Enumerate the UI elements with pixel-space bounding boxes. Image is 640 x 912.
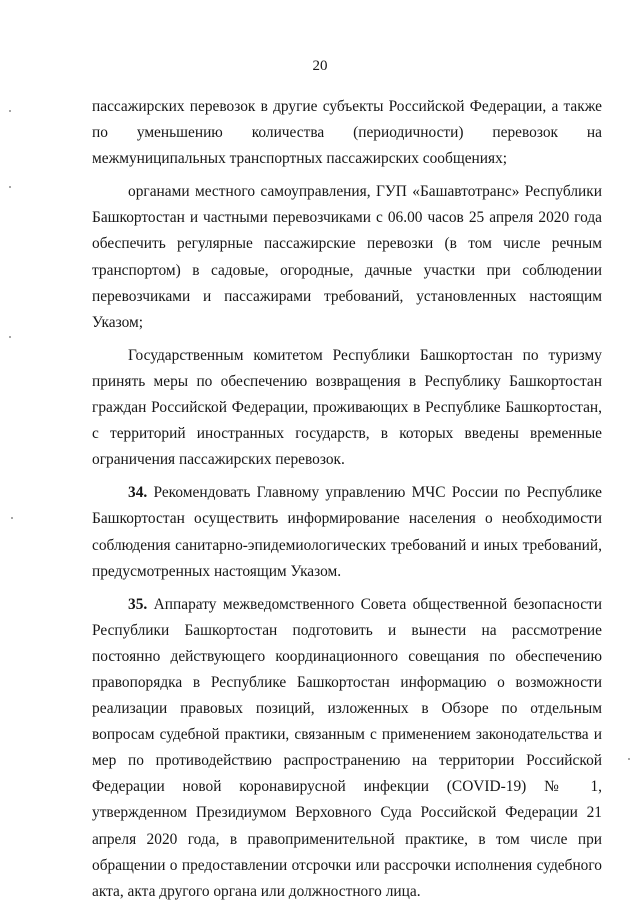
paragraph-item-35 [92, 592, 602, 905]
paragraph-local-authorities [92, 179, 602, 336]
page-number: 20 [312, 58, 328, 74]
item-number: 35. [128, 595, 148, 613]
paragraph-continuation [92, 94, 602, 172]
document-body [92, 94, 602, 912]
paragraph-text: Государственным комитетом Республики Башкортостан по туризму принять меры по обеспечению возвращения в Республику Башкортостан граждан Российской Федерации, проживающих в Республике Башкортостан, с территорий иностранных государств, в которых введены временные ограничения пассажирских перевозок. [92, 346, 602, 469]
paragraph-text: Рекомендовать Главному управлению МЧС России по Республике Башкортостан осуществить информирование населения о необходимости соблюдения санитарно-эпидемиологических требований и иных требований, предусмотренных настоящим Указом. [92, 484, 602, 580]
scan-artifact [9, 110, 11, 112]
paragraph-tourism-committee [92, 343, 602, 473]
paragraph-text: пассажирских перевозок в другие субъекты Российской Федерации, а также по уменьшению количества (периодичности) перевозок на межмуниципальных транспортных пассажирских сообщениях; [92, 98, 602, 168]
paragraph-item-34 [92, 480, 602, 584]
scan-artifact [9, 186, 11, 188]
paragraph-text: Аппарату межведомственного Совета общественной безопасности Республики Башкортостан подготовить и вынести на рассмотрение постоянно действующего координационного совещания по обеспечению правопорядка в Республике Башкортостан информацию о возможности реализации правовых позиций, изложенных в Обзоре по отдельным вопросам судебной практики, связанным с применением законодательства и мер по противодействию распространению на территории Российской Федерации новой коронавирусной инфекции (COVID-19) № 1, утвержденном Президиумом Верховного Суда Российской Федерации 21 апреля 2020 года, в правоприменительной практике, в том числе при обращении о предоставлении отсрочки или рассрочки исполнения судебного акта, акта другого органа или должностного лица. [92, 595, 602, 900]
scan-artifact [628, 758, 630, 760]
item-number: 34. [128, 484, 148, 502]
scan-artifact [11, 517, 13, 519]
scan-artifact [9, 336, 11, 338]
paragraph-text: органами местного самоуправления, ГУП «Башавтотранс» Республики Башкортостан и частными перевозчиками с 06.00 часов 25 апреля 2020 года обеспечить регулярные пассажирские перевозки (в том числе речным транспортом) в садовые, огородные, дачные участки при соблюдении перевозчиками и пассажирами требований, установленных настоящим Указом; [92, 183, 602, 331]
